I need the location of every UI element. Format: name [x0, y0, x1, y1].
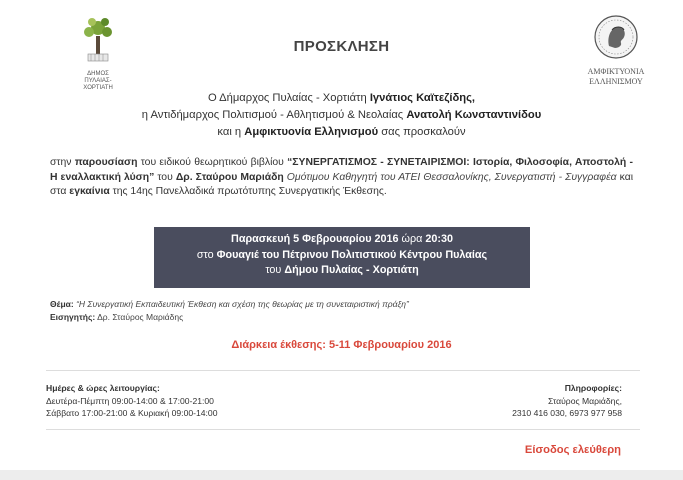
contact-info [512, 382, 622, 420]
speaker-label: Εισηγητής: [50, 312, 96, 322]
desc-opening: εγκαίνια [69, 186, 110, 197]
exhibition-duration: Διάρκεια έκθεσης: 5-11 Φεβρουαρίου 2016 [231, 339, 452, 351]
contact-phones: 2310 416 030, 6973 977 958 [512, 408, 622, 418]
desc-text-5: της 14ης Πανελλαδικά πρωτότυπης Συνεργατικής Έκθεσης. [109, 186, 387, 197]
venue-prefix: στο [196, 248, 217, 261]
author-credentials: Ομότιμου Καθηγητή του ΑΤΕΙ Θεσσαλονίκης, Συνεργατιστή - Συγγραφέα [283, 171, 617, 183]
banner-date-line [154, 232, 530, 248]
desc-text-3: του [154, 171, 176, 183]
intro-line3-tail: σας προσκαλούν [378, 126, 466, 138]
theme-line [50, 298, 409, 311]
deputy-mayor-name: Ανατολή Κωνσταντινίδου [406, 109, 542, 121]
organizer-name: Αμφικτυονία Ελληνισμού [244, 126, 379, 138]
intro-line-deputy [60, 107, 623, 124]
municipality-logo-caption: ΔΗΜΟΣ ΠΥΛΑΙΑΣ-ΧΟΡΤΙΑΤΗ [83, 71, 113, 91]
intro-line2-text: η Αντιδήμαρχος Πολιτισμού - Αθλητισμού & Νεολαίας [141, 109, 407, 121]
page-title: ΠΡΟΣΚΛΗΣΗ [293, 38, 390, 55]
desc-presentation: παρουσίαση [74, 157, 138, 168]
event-venue: Φουαγιέ του Πέτρινου Πολιτιστικού Κέντρου Πυλαίας [216, 248, 488, 261]
opening-hours-weekend: Σάββατο 17:00-21:00 & Κυριακή 09:00-14:00 [46, 408, 218, 418]
theme-label: Θέμα: [50, 299, 74, 309]
intro-line1-text: Ο Δήμαρχος Πυλαίας - Χορτιάτη [207, 92, 370, 104]
speaker-value: Δρ. Σταύρος Μαριάδης [95, 312, 184, 322]
desc-text-4: και στα [50, 171, 634, 197]
theme-block [50, 298, 409, 324]
intro-block [60, 90, 623, 141]
intro-line-organizer [60, 124, 623, 141]
municipality-prefix: του [265, 264, 285, 276]
opening-hours [46, 382, 218, 420]
theme-value: “Η Συνεργατική Εκπαιδευτική Έκθεση και σχέση της θεωρίας με τη συνεταιριστική πράξη” [73, 299, 409, 309]
opening-hours-weekdays: Δευτέρα-Πέμπτη 09:00-14:00 & 17:00-21:00 [46, 395, 214, 406]
event-time-label: ώρα [398, 233, 426, 245]
banner-municipality-line [154, 263, 530, 279]
desc-text-2: του ειδικού θεωρητικού βιβλίου [137, 157, 288, 168]
intro-line-mayor [60, 90, 623, 107]
event-municipality: Δήμου Πυλαίας - Χορτιάτη [284, 264, 419, 276]
banner-venue-line [154, 248, 530, 264]
contact-name: Σταύρος Μαριάδης, [547, 395, 622, 406]
intro-line3-text: και η [217, 126, 245, 138]
speaker-line [50, 311, 409, 324]
book-title: “ΣΥΝΕΡΓΑΤΙΣΜΟΣ - ΣΥΝΕΤΑΙΡΙΣΜΟΙ: Ιστορία, Φιλοσοφία, Αποστολή - Η εναλλακτική λύση” [50, 157, 633, 183]
event-date-banner [154, 227, 530, 288]
author-name: Δρ. Σταύρου Μαριάδη [175, 171, 284, 183]
event-time: 20:30 [425, 233, 453, 245]
mayor-name: Ιγνάτιος Καϊτεζίδης, [369, 92, 476, 104]
amphictyony-logo-caption: ΑΜΦΙΚΤΥΟΝΙΑ ΕΛΛΗΝΙΣΜΟΥ [587, 67, 645, 86]
desc-text-1: στην [50, 157, 75, 168]
info-panel [46, 370, 640, 430]
contact-header: Πληροφορίες: [564, 383, 622, 393]
bottom-strip [0, 470, 683, 480]
event-description [50, 156, 633, 200]
event-date: Παρασκευή 5 Φεβρουαρίου 2016 [231, 233, 399, 245]
free-entry-label: Είσοδος ελεύθερη [524, 444, 621, 456]
opening-hours-header: Ημέρες & ώρες λειτουργίας: [46, 383, 160, 393]
